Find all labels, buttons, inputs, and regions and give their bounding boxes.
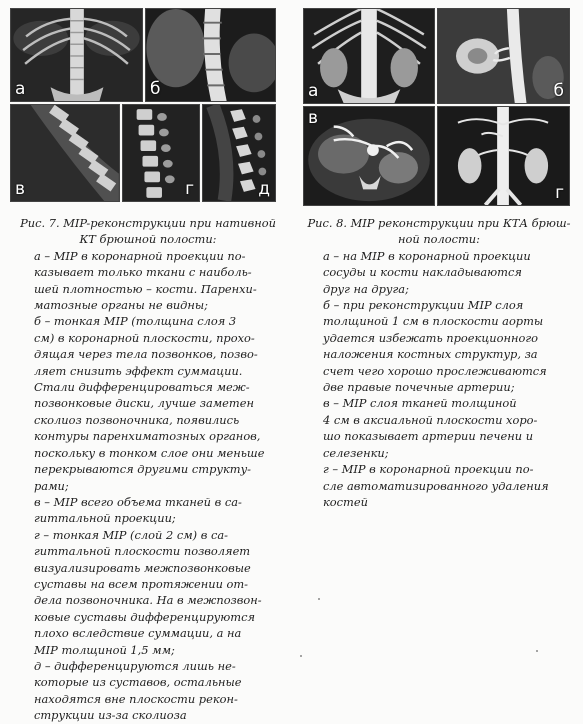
- cta-bone-removed-image: [438, 107, 569, 205]
- fig7-caption: [14, 215, 282, 724]
- fig8-caption-item-a: а – на MIP в коронарной проекции сосуды и кости накладываются друг на друга;: [323, 248, 531, 296]
- scan-speck: [536, 650, 538, 652]
- fig7-label-d: г: [185, 179, 194, 199]
- fig7-label-c: в: [15, 179, 26, 199]
- fig7-caption-item-c: в – MIP всего объема тканей в са- гиттальной проекции;: [34, 494, 242, 526]
- fig8-label-a: а: [308, 81, 319, 101]
- fig8-caption-title: Рис. 8. MIP реконструкции при КТА брюш- ной полости:: [307, 216, 571, 247]
- scan-speck: [318, 598, 320, 600]
- fig7-panel-b: [145, 8, 276, 102]
- fig8-panel-c: [303, 106, 435, 206]
- fig8-panel-a: [303, 8, 435, 104]
- fig7-caption-title: Рис. 7. MIP-реконструкции при нативной КТ брюшной полости:: [20, 216, 276, 247]
- fig8-panel-b: [437, 8, 570, 104]
- fig7-label-b: б: [150, 79, 161, 99]
- cta-axial-image: [304, 107, 434, 205]
- spine-sagittal-image: [11, 105, 119, 201]
- cta-coronal-image: [304, 9, 434, 103]
- spine-thin-coronal-image: [146, 9, 275, 101]
- fig8-caption-item-d: г – MIP в коронарной проекции по- сле автоматизированного удаления костей: [323, 462, 549, 509]
- fig8-label-b: б: [553, 81, 564, 101]
- fig7-label-a: а: [15, 79, 26, 99]
- fig8-caption-item-b: б – при реконструкции MIP слоя толщиной 1 см в плоскости аорты удается избежать проекционного наложения костных структур, за счет чего хорошо прослеживаются две правые почечные артерии;: [323, 298, 547, 395]
- fig7-panel-e: [202, 104, 276, 202]
- cta-aortic-plane-image: [438, 9, 569, 103]
- fig7-caption-item-a: а – MIP в коронарной проекции по- казывает только ткани с наиболь- шей плотностью – кости. Паренхи- матозные органы не видны;: [34, 248, 257, 313]
- fig8-caption: [303, 215, 575, 510]
- fig8-panel-d: [437, 106, 570, 206]
- fig7-panel-d: [122, 104, 200, 202]
- fig8-caption-item-c: в – MIP слоя тканей толщиной 4 см в аксиальной плоскости хоро- шо показывает артерии печени и селезенки;: [323, 396, 538, 460]
- fig7-panel-a: [10, 8, 143, 102]
- fig7-label-e: д: [258, 179, 270, 199]
- fig7-caption-item-e: д – дифференцируются лишь не- которые из суставов, остальные находятся вне плоскости рекон- струкции из-за сколиоза: [34, 658, 242, 723]
- fig8-label-d: г: [555, 183, 564, 203]
- spine-coronal-image: [11, 9, 142, 101]
- fig7-panel-c: [10, 104, 120, 202]
- fig7-caption-item-d: г – тонкая MIP (слой 2 см) в са- гиттальной плоскости позволяет визуализировать межпозвонковые суставы на всем протяжении от- дела позвоночника. На в межпозвон- ковые суставы дифференцируются плохо вследствие суммации, а на MIP толщиной 1,5 мм;: [34, 527, 262, 657]
- fig8-label-c: в: [308, 108, 319, 128]
- scan-speck: [300, 655, 302, 657]
- fig7-caption-item-b: б – тонкая MIP (толщина слоя 3 см) в коронарной плоскости, прохо- дящая через тела позвонков, позво- ляет снизить эффект суммации. Стали дифференцироваться меж- позвонковые диски, лучше заметен сколиоз позвоночника, появились контуры паренхиматозных органов, поскольку в тонком слое они меньше перекрываются другими структу- рами;: [34, 314, 265, 493]
